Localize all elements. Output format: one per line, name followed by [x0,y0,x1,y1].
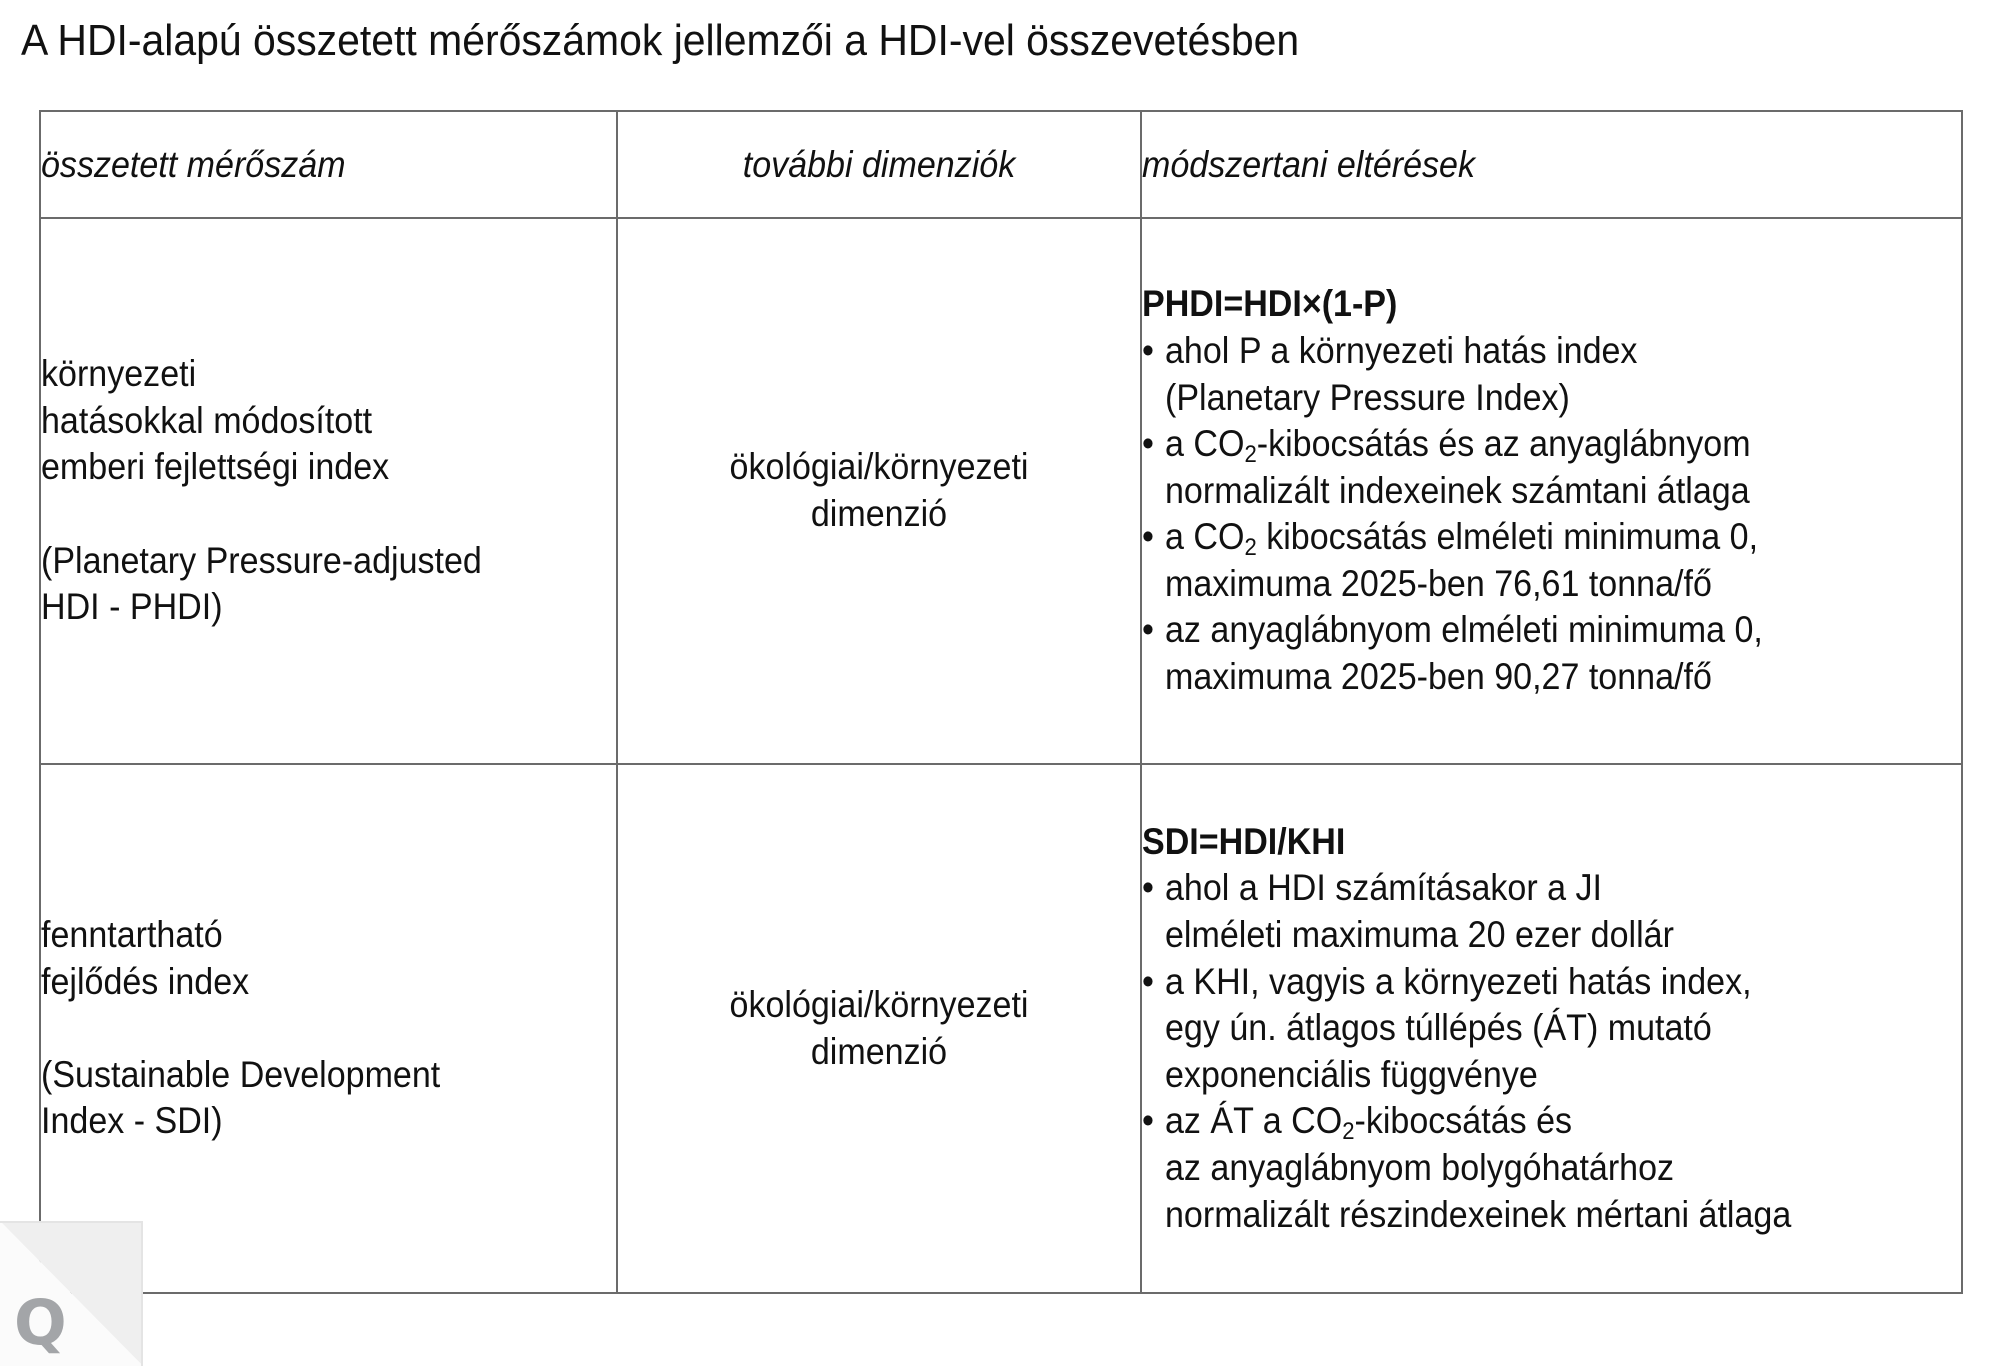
header-composite-measure: összetett mérőszám [40,111,617,218]
bullet-line: az anyaglábnyom elméleti minimuma 0, [1165,609,1763,651]
subscript: 2 [1244,441,1257,469]
bullet-line: a $CO_2$ kibocsátás elméleti minimuma 0, [1165,516,1759,562]
bullet-line: ahol P a környezeti hatás index [1165,329,1638,371]
bullet-line: az ÁT a $CO_2$-kibocsátás és [1165,1100,1573,1146]
measure-name: fenntartható fejlődés index (Sustainable Development Index - SDI) [41,914,441,1142]
bullet-dot-icon: • [1142,960,1154,1002]
table-header-row [40,111,1962,218]
methodology-text [1142,819,1895,1238]
bullet-item [1142,607,1895,700]
dimension-text: ökológiai/környezeti dimenzió [729,445,1029,534]
bullet-dot-icon: • [1142,423,1154,465]
bullet-line: (Planetary Pressure Index) [1165,376,1570,418]
header-methodological-differences: módszertani eltérések [1141,111,1962,218]
bullet-dot-icon: • [1142,329,1154,371]
bullet-item [1142,1098,1895,1238]
measure-name-cell [40,218,617,764]
bullet-line: a KHI, vagyis a környezeti hatás index, [1165,960,1752,1002]
measure-name: környezeti hatásokkal módosított emberi fejlettségi index (Planetary Pressure-adjusted HDI - PHDI) [41,353,482,628]
bullet-item [1142,959,1895,1099]
bullet-item [1142,514,1895,607]
bullet-line: az anyaglábnyom bolygóhatárhoz [1165,1146,1675,1188]
header-additional-dimensions: további dimenziók [617,111,1141,218]
table-row [40,764,1962,1293]
comparison-table [39,110,1963,1294]
methodology-cell [1141,764,1962,1293]
methodology-text [1142,281,1895,700]
formula: SDI=HDI/KHI [1142,820,1346,862]
bullet-item [1142,865,1895,958]
bullet-dot-icon: • [1142,609,1154,651]
bullet-line: exponenciális függvénye [1165,1053,1538,1095]
bullet-item [1142,421,1895,514]
bullet-item [1142,328,1895,421]
q-logo-graphic [0,1221,143,1366]
dimension-cell [617,218,1141,764]
dimension-cell [617,764,1141,1293]
logo-letter: Q [14,1286,67,1359]
bullet-line: maximuma 2025-ben 76,61 tonna/fő [1165,562,1712,604]
dimension-text: ökológiai/környezeti dimenzió [729,983,1029,1072]
bullet-dot-icon: • [1142,1100,1154,1142]
bullet-line: ahol a HDI számításakor a JI [1165,867,1603,909]
formula: PHDI=HDI×(1-P) [1142,283,1398,325]
bullet-dot-icon: • [1142,516,1154,558]
measure-name-cell [40,764,617,1293]
bullet-line: maximuma 2025-ben 90,27 tonna/fő [1165,656,1712,698]
bullet-line: a $CO_2$-kibocsátás és az anyaglábnyom [1165,423,1751,469]
table-row [40,218,1962,764]
subscript: 2 [1244,534,1257,562]
bullet-line: elméleti maximuma 20 ezer dollár [1165,914,1674,956]
subscript: 2 [1342,1118,1355,1146]
bullet-line: egy ún. átlagos túllépés (ÁT) mutató [1165,1007,1712,1049]
page-title: A HDI-alapú összetett mérőszámok jellemzői a HDI-vel összevetésben [21,16,1300,65]
methodology-cell [1141,218,1962,764]
bullet-line: normalizált részindexeinek mértani átlaga [1165,1193,1792,1235]
q-logo-icon [0,1221,143,1366]
bullet-dot-icon: • [1142,867,1154,909]
bullet-line: normalizált indexeinek számtani átlaga [1165,469,1750,511]
